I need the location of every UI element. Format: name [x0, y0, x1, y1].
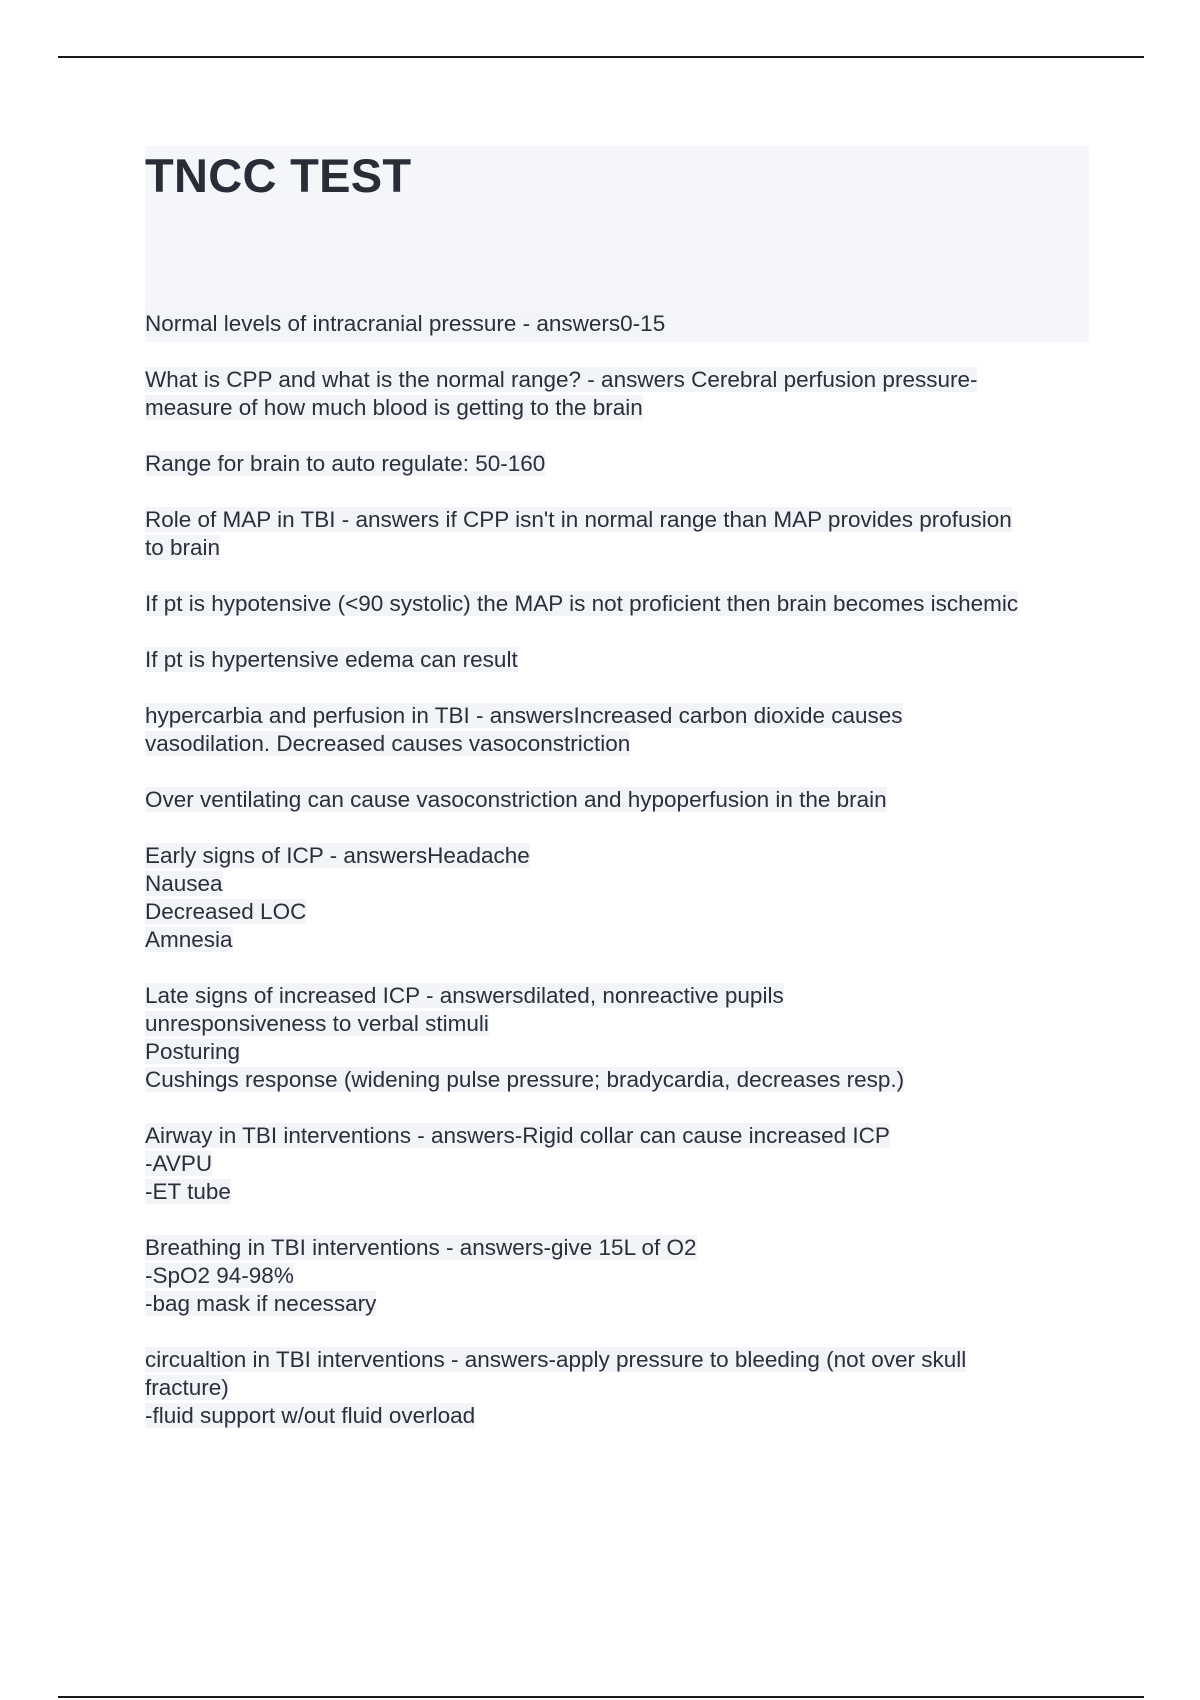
- qa-line-text: Normal levels of intracranial pressure - answers0-15: [145, 311, 666, 336]
- qa-line-text: Role of MAP in TBI - answers if CPP isn't in normal range than MAP provides profusion: [145, 507, 1012, 532]
- qa-line-text: Amnesia: [145, 927, 233, 952]
- qa-line-text: If pt is hypotensive (<90 systolic) the MAP is not proficient then brain becomes ischemic: [145, 591, 1019, 616]
- qa-line: [145, 534, 1095, 562]
- bottom-rule: [58, 1696, 1144, 1698]
- qa-line: [145, 310, 1095, 338]
- qa-line: [145, 450, 1095, 478]
- qa-line: [145, 730, 1095, 758]
- qa-line: [145, 366, 1095, 394]
- qa-line-text: to brain: [145, 535, 221, 560]
- qa-entry: [145, 842, 1095, 954]
- qa-line-text: Airway in TBI interventions - answers-Rigid collar can cause increased ICP: [145, 1123, 890, 1148]
- qa-entry: [145, 310, 1095, 338]
- qa-line: [145, 1122, 1095, 1150]
- qa-line: [145, 870, 1095, 898]
- qa-line-text: Over ventilating can cause vasoconstriction and hypoperfusion in the brain: [145, 787, 887, 812]
- document-title: TNCC TEST: [145, 149, 412, 202]
- qa-line-text: -ET tube: [145, 1179, 231, 1204]
- qa-line-text: -fluid support w/out fluid overload: [145, 1403, 476, 1428]
- qa-line-text: hypercarbia and perfusion in TBI - answersIncreased carbon dioxide causes: [145, 703, 903, 728]
- qa-entry: [145, 506, 1095, 562]
- qa-line-text: unresponsiveness to verbal stimuli: [145, 1011, 489, 1036]
- qa-line: [145, 898, 1095, 926]
- qa-line: [145, 1374, 1095, 1402]
- qa-line: [145, 1346, 1095, 1374]
- qa-line: [145, 1290, 1095, 1318]
- qa-line-text: Late signs of increased ICP - answersdilated, nonreactive pupils: [145, 983, 784, 1008]
- qa-line-text: measure of how much blood is getting to the brain: [145, 395, 643, 420]
- qa-entry: [145, 1346, 1095, 1430]
- qa-line-text: Cushings response (widening pulse pressure; bradycardia, decreases resp.): [145, 1067, 905, 1092]
- qa-line-text: Breathing in TBI interventions - answers-give 15L of O2: [145, 1235, 697, 1260]
- qa-line-text: fracture): [145, 1375, 229, 1400]
- qa-line: [145, 1402, 1095, 1430]
- qa-entry: [145, 590, 1095, 618]
- qa-line: [145, 646, 1095, 674]
- qa-line-text: circualtion in TBI interventions - answers-apply pressure to bleeding (not over skull: [145, 1347, 967, 1372]
- qa-line: [145, 590, 1095, 618]
- qa-line-text: -AVPU: [145, 1151, 213, 1176]
- qa-entry: [145, 982, 1095, 1094]
- qa-line: [145, 1178, 1095, 1206]
- qa-entry: [145, 366, 1095, 422]
- qa-line-text: If pt is hypertensive edema can result: [145, 647, 518, 672]
- qa-line: [145, 1150, 1095, 1178]
- qa-line: [145, 1234, 1095, 1262]
- document-body: [145, 310, 1095, 1458]
- qa-line: [145, 786, 1095, 814]
- qa-line-text: -bag mask if necessary: [145, 1291, 377, 1316]
- qa-line: [145, 506, 1095, 534]
- qa-line-text: Nausea: [145, 871, 223, 896]
- qa-line-text: Decreased LOC: [145, 899, 307, 924]
- qa-line-text: vasodilation. Decreased causes vasoconstriction: [145, 731, 631, 756]
- qa-line: [145, 702, 1095, 730]
- qa-line: [145, 1038, 1095, 1066]
- qa-line: [145, 926, 1095, 954]
- qa-entry: [145, 1122, 1095, 1206]
- qa-line: [145, 1066, 1095, 1094]
- qa-entry: [145, 646, 1095, 674]
- qa-line: [145, 842, 1095, 870]
- qa-line: [145, 1262, 1095, 1290]
- qa-line-text: -SpO2 94-98%: [145, 1263, 294, 1288]
- qa-line: [145, 1010, 1095, 1038]
- qa-line-text: Range for brain to auto regulate: 50-160: [145, 451, 546, 476]
- qa-line-text: Early signs of ICP - answersHeadache: [145, 843, 530, 868]
- qa-entry: [145, 786, 1095, 814]
- top-rule: [58, 56, 1144, 58]
- qa-line: [145, 982, 1095, 1010]
- qa-entry: [145, 450, 1095, 478]
- qa-line: [145, 394, 1095, 422]
- qa-entry: [145, 702, 1095, 758]
- qa-line-text: What is CPP and what is the normal range? - answers Cerebral perfusion pressure-: [145, 367, 978, 392]
- qa-entry: [145, 1234, 1095, 1318]
- qa-line-text: Posturing: [145, 1039, 241, 1064]
